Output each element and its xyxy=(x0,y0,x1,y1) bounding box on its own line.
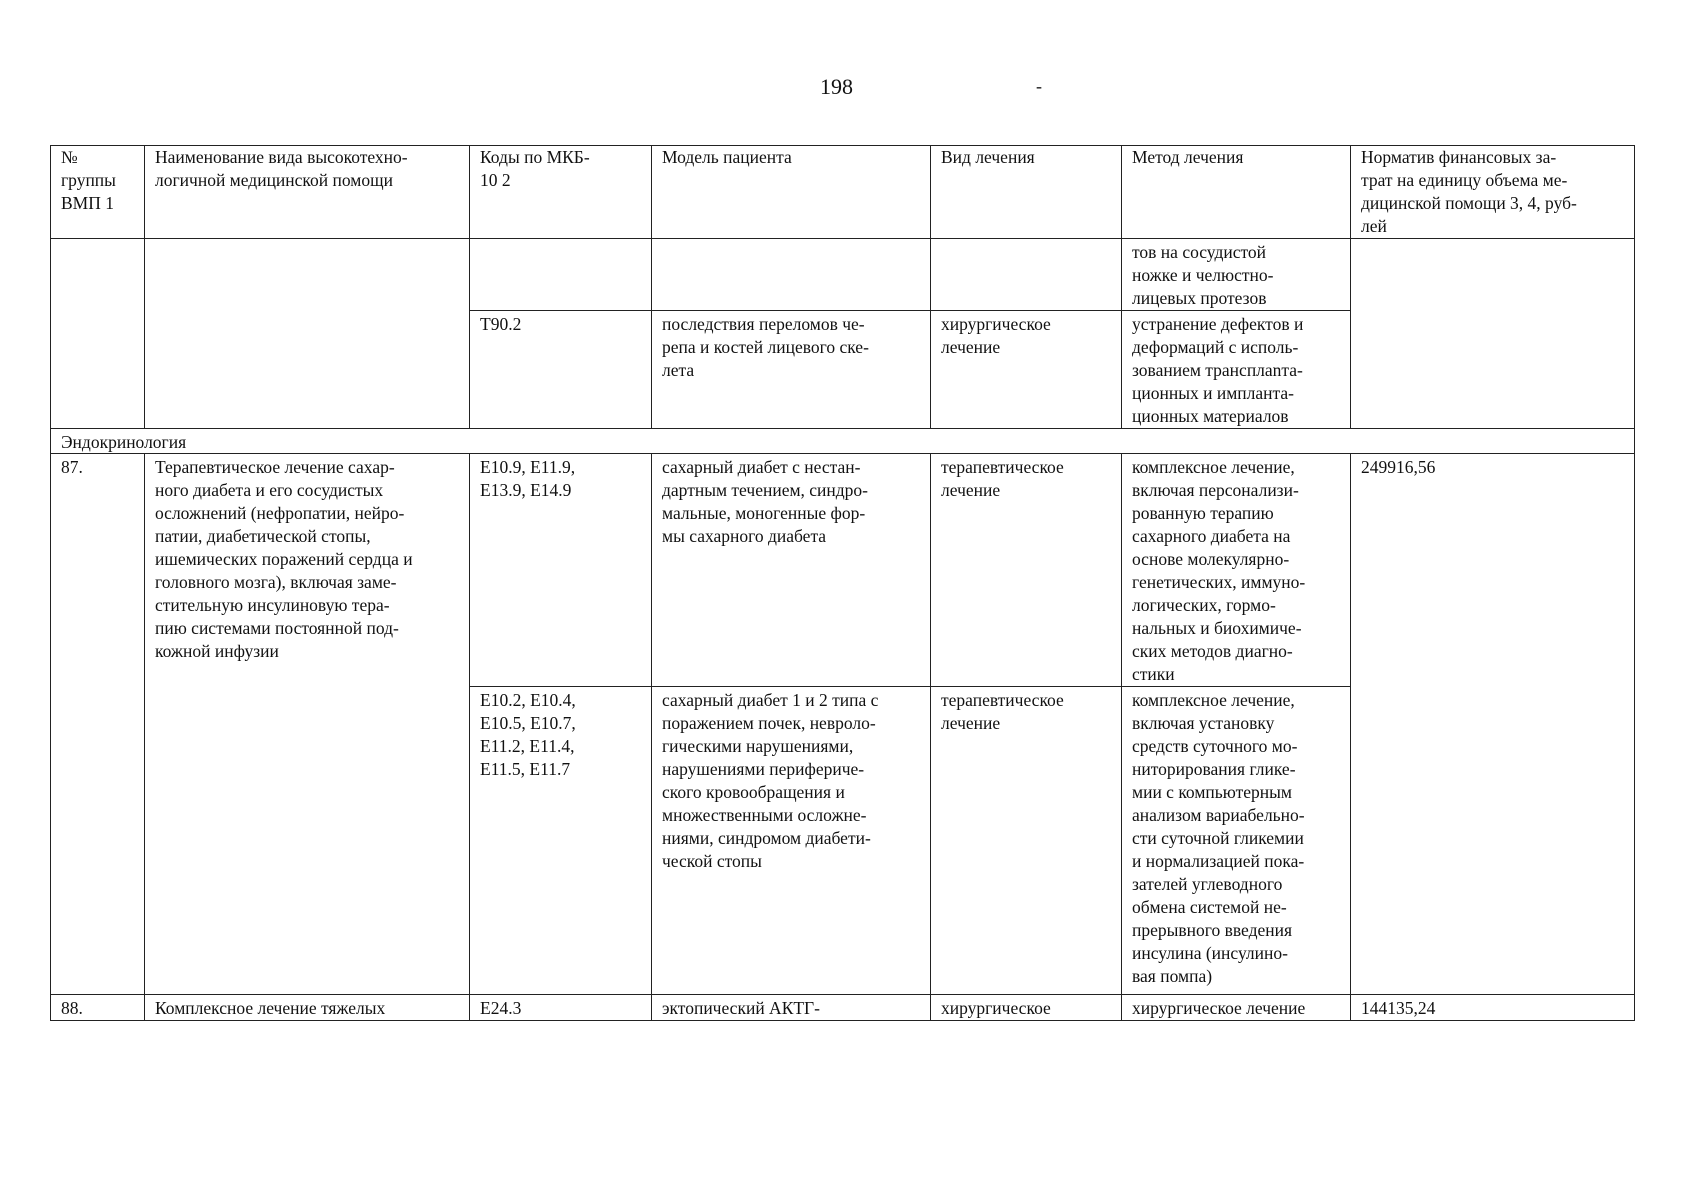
cell-line: Норматив финансовых за- xyxy=(1361,147,1557,167)
cell-line: E11.5, E11.7 xyxy=(480,759,571,779)
cell-line: дартным течением, синдро- xyxy=(662,480,869,500)
cell-line: поражением почек, невроло- xyxy=(662,713,876,733)
cell-line: основе молекулярно- xyxy=(1132,549,1290,569)
cell-line: терапевтическое xyxy=(941,690,1064,710)
cell-line: лета xyxy=(662,360,695,380)
cell-line: E13.9, E14.9 xyxy=(480,480,572,500)
cell-empty-code xyxy=(470,239,652,311)
cell-line: дицинской помощи 3, 4, руб- xyxy=(1361,193,1577,213)
cell-code-t902: T90.2 xyxy=(470,311,652,429)
cell-line: E10.5, E10.7, xyxy=(480,713,576,733)
cell-line: включая установку xyxy=(1132,713,1275,733)
cell-line: осложнений (нефропатии, нейро- xyxy=(155,503,405,523)
cell-line: множественными осложне- xyxy=(662,805,867,825)
cell-kind-87-b xyxy=(931,687,1122,995)
cell-no-88: 88. xyxy=(51,995,145,1021)
cell-line: ского кровообращения и xyxy=(662,782,845,802)
cell-line: терапевтическое xyxy=(941,457,1064,477)
cell-line: E11.2, E11.4, xyxy=(480,736,575,756)
cell-line: нальных и биохимиче- xyxy=(1132,618,1302,638)
cell-line: ционных и импланта- xyxy=(1132,383,1294,403)
cell-line: головного мозга), включая заме- xyxy=(155,572,397,592)
cell-line: гическими нарушениями, xyxy=(662,736,854,756)
cell-line: мальные, моногенные фор- xyxy=(662,503,866,523)
cell-empty-name xyxy=(145,239,470,429)
cell-line: хирургическое xyxy=(941,314,1051,334)
cell-line: лечение xyxy=(941,480,1001,500)
cell-empty-kind xyxy=(931,239,1122,311)
table-row-88 xyxy=(51,995,1635,1021)
cell-codes-87-b xyxy=(470,687,652,995)
cell-line: комплексное лечение, xyxy=(1132,690,1295,710)
cell-norm-87: 249916,56 xyxy=(1351,454,1635,995)
cell-line: анализом вариабельно- xyxy=(1132,805,1305,825)
cell-line: Наименование вида высокотехно- xyxy=(155,147,408,167)
header-method: Метод лечения xyxy=(1122,146,1351,239)
section-title: Эндокринология xyxy=(51,429,1635,454)
cell-code-88: E24.3 xyxy=(470,995,652,1021)
cell-line: репа и костей лицевого ске- xyxy=(662,337,869,357)
cell-kind-88: хирургическое xyxy=(931,995,1122,1021)
cell-line: лечение xyxy=(941,713,1001,733)
cell-line: ционных материалов xyxy=(1132,406,1289,426)
cell-line: нарушениями перифериче- xyxy=(662,759,865,779)
header-name xyxy=(145,146,470,239)
page-number: 198 xyxy=(820,74,853,99)
cell-model-t902 xyxy=(652,311,931,429)
cell-line: ниторирования глике- xyxy=(1132,759,1296,779)
cell-method-87-a xyxy=(1122,454,1351,687)
cell-model-88: эктопический АКТГ- xyxy=(652,995,931,1021)
cell-line: трат на единицу объема ме- xyxy=(1361,170,1568,190)
header-group-no xyxy=(51,146,145,239)
cell-method-88: хирургическое лечение xyxy=(1122,995,1351,1021)
cell-line: стики xyxy=(1132,664,1175,684)
cell-empty-no xyxy=(51,239,145,429)
header-kind: Вид лечения xyxy=(931,146,1122,239)
header-codes xyxy=(470,146,652,239)
cell-line: зованием трансплanта- xyxy=(1132,360,1303,380)
header-row xyxy=(51,146,1635,239)
table-row-87-a xyxy=(51,454,1635,687)
cell-line: кожной инфузии xyxy=(155,641,279,661)
cell-line: ного диабета и его сосудистых xyxy=(155,480,384,500)
cell-method-t902 xyxy=(1122,311,1351,429)
cell-codes-87-a xyxy=(470,454,652,687)
cell-line: ниями, синдромом диабети- xyxy=(662,828,871,848)
cell-line: мии с компьютерным xyxy=(1132,782,1292,802)
cell-line: ножке и челюстно- xyxy=(1132,265,1274,285)
cell-method-87-b xyxy=(1122,687,1351,995)
cell-model-87-b xyxy=(652,687,931,995)
cell-line: включая персонализи- xyxy=(1132,480,1299,500)
cell-empty-model xyxy=(652,239,931,311)
section-row-endocrinology xyxy=(51,429,1635,454)
cell-line: патии, диабетической стопы, xyxy=(155,526,371,546)
cell-line: прерывного введения xyxy=(1132,920,1293,940)
cell-line: сти суточной гликемии xyxy=(1132,828,1304,848)
cell-line: инсулина (инсулино- xyxy=(1132,943,1288,963)
cell-line: лицевых протезов xyxy=(1132,288,1267,308)
page-dash: - xyxy=(1036,76,1042,96)
cell-line: сахарного диабета на xyxy=(1132,526,1291,546)
cell-method-continuation xyxy=(1122,239,1351,311)
cell-norm-88: 144135,24 xyxy=(1351,995,1635,1021)
cell-line: устранение дефектов и xyxy=(1132,314,1304,334)
cell-line: вая помпа) xyxy=(1132,966,1213,986)
cell-line: логических, гормо- xyxy=(1132,595,1276,615)
cell-line: № xyxy=(61,147,78,167)
cell-line: рованную терапию xyxy=(1132,503,1274,523)
cell-line: тов на сосудистой xyxy=(1132,242,1267,262)
cell-line: обмена системой не- xyxy=(1132,897,1287,917)
cell-kind-t902 xyxy=(931,311,1122,429)
cell-line: логичной медицинской помощи xyxy=(155,170,393,190)
cell-name-87 xyxy=(145,454,470,995)
cell-line: и нормализацией пока- xyxy=(1132,851,1305,871)
cell-line: Терапевтическое лечение сахар- xyxy=(155,457,395,477)
cell-line: средств суточного мо- xyxy=(1132,736,1298,756)
cell-line: Коды по МКБ- xyxy=(480,147,590,167)
cell-line: последствия переломов че- xyxy=(662,314,865,334)
cell-line: E10.2, E10.4, xyxy=(480,690,576,710)
cell-line: пию системами постоянной под- xyxy=(155,618,399,638)
cell-line: сахарный диабет с нестан- xyxy=(662,457,861,477)
cell-line: стительную инсулиновую тера- xyxy=(155,595,390,615)
cell-name-88: Комплексное лечение тяжелых xyxy=(145,995,470,1021)
cell-kind-87-a xyxy=(931,454,1122,687)
cell-line: группы xyxy=(61,170,116,190)
cell-line: ишемических поражений сердца и xyxy=(155,549,413,569)
cell-line: E10.9, E11.9, xyxy=(480,457,576,477)
cell-line: лечение xyxy=(941,337,1001,357)
header-norm xyxy=(1351,146,1635,239)
cell-line: генетических, иммуно- xyxy=(1132,572,1306,592)
cell-line: ческой стопы xyxy=(662,851,762,871)
cell-line: сахарный диабет 1 и 2 типа с xyxy=(662,690,879,710)
cell-model-87-a xyxy=(652,454,931,687)
cell-line: мы сахарного диабета xyxy=(662,526,827,546)
cell-empty-norm xyxy=(1351,239,1635,429)
header-model: Модель пациента xyxy=(652,146,931,239)
table-row-continuation xyxy=(51,239,1635,311)
cell-line: 10 2 xyxy=(480,170,511,190)
cell-line: ских методов диагно- xyxy=(1132,641,1293,661)
vmp-table xyxy=(50,145,1635,1021)
cell-no-87: 87. xyxy=(51,454,145,995)
cell-line: ВМП 1 xyxy=(61,193,114,213)
cell-line: лей xyxy=(1361,216,1387,236)
cell-line: комплексное лечение, xyxy=(1132,457,1295,477)
cell-line: зателей углеводного xyxy=(1132,874,1283,894)
cell-line: деформаций с исполь- xyxy=(1132,337,1299,357)
